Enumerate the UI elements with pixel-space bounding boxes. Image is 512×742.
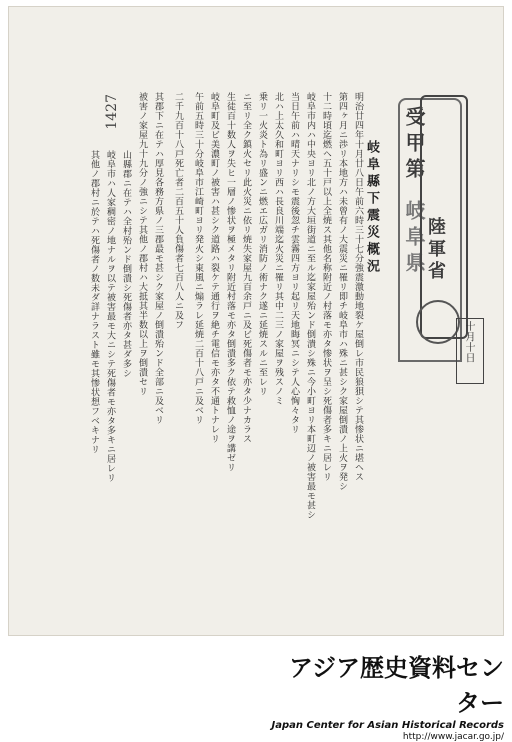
text-column: 明治廿四年十月廿八日午前六時三十七分強震激動地裂ケ屋倒レ市民狼狽シテ其惨状ニ堪ヘス [353,92,363,482]
text-column: 岐阜市内ハ中央ヨリ北ノ方大垣街道ニ至ル迄家屋殆ンド倒潰シ殊ニ今小町ヨリ本町辺ノ被害最モ甚シ [305,92,315,520]
text-column: 其他ノ郡村ニ於テハ死傷者ノ数未ダ詳ナラスト雖モ其惨状想フベキナリ [89,150,99,454]
text-column: 被害ノ家屋九十九分ノ強ニシテ其他ノ郡村ハ大抵其半数以上ヲ倒潰セリ [137,92,147,396]
text-column: 十二時頃迄燃ヘ五十戸以上全焼ス其他名称附近ノ村落モ亦タ惨状ヲ呈シ死傷者多キニ居レリ [321,92,331,482]
round-seal [416,300,460,344]
text-column: 生徒百十数人ヲ失ヒ一層ノ惨状ヲ極メタリ附近村落モ亦タ倒潰多ク依テ救恤ノ途ヲ講ゼリ [225,92,235,472]
document-title: 岐阜縣下震災概況 [364,140,379,276]
archive-name-jp: アジア歴史資料センター [288,654,504,717]
archive-footer [268,640,504,742]
date-stamp-text: 十月十日 [463,321,474,363]
date-stamp [456,318,484,384]
text-column: ニ至リ全ク鎮火セリ此火災ニ依リ焼失家屋九百余戸ニ及ビ死傷者モ亦タ少ナカラス [241,92,251,444]
text-column: 午前五時三十分岐阜市江崎町ヨリ発火シ東風ニ煽ラレ延焼二百十八戸ニ及ベリ [193,92,203,425]
text-column: 乗リ一火炎ト為リ盛ンニ燃エ広ガリ消防ノ術ナク遂ニ延焼スルニ至レリ [257,92,267,396]
stamp-text-bottom: 岐阜県 [402,200,426,278]
text-column: 山縣郡ニ在テハ全村殆ンド倒潰シ死傷者亦タ甚ダ多シ [121,150,131,378]
text-column: 岐阜町及ビ美濃町ノ被害ハ甚シク道路ハ裂ケテ通行ヲ絶チ電信モ亦タ不通トナレリ [209,92,219,444]
archive-name-en: Japan Center for Asian Historical Records [271,720,504,731]
text-column: 岐阜市ハ人家稠密ノ地ナルヲ以テ被害最モ大ニシテ死傷者モ亦タ多キニ居レリ [105,150,115,483]
ministry-stamp-text: 陸軍省 [425,217,446,283]
text-column: 北ハ上太久和町ヨリ西ハ長良川端迄火災ニ罹リ其中二三ノ家屋ヲ残スノミ [273,92,283,406]
text-column: 二千九百十八戸死亡者二百五十人負傷者七百八人ニ及フ [173,92,183,330]
stamp-text-top: 受甲第 [402,106,426,184]
text-column: 其郡下ニ在テハ厚見各務方県ノ三郡最モ甚シク家屋ノ倒潰殆ンド全部ニ及ベリ [153,92,163,425]
archive-url[interactable]: http://www.jacar.go.jp/ [402,732,504,742]
text-column: 当日午前ハ晴天ナリシモ震後忽チ雲霧四方ヨリ起リ天地晦冥ニシテ人心恟々タリ [289,92,299,434]
text-column: 第四ヶ月ニ渉リ本地方ハ未曾有ノ大震災ニ罹リ即チ岐阜市ハ殊ニ甚シク家屋倒潰ノ上火ヲ発シ [337,92,347,491]
page-number: 1427 [104,94,120,130]
